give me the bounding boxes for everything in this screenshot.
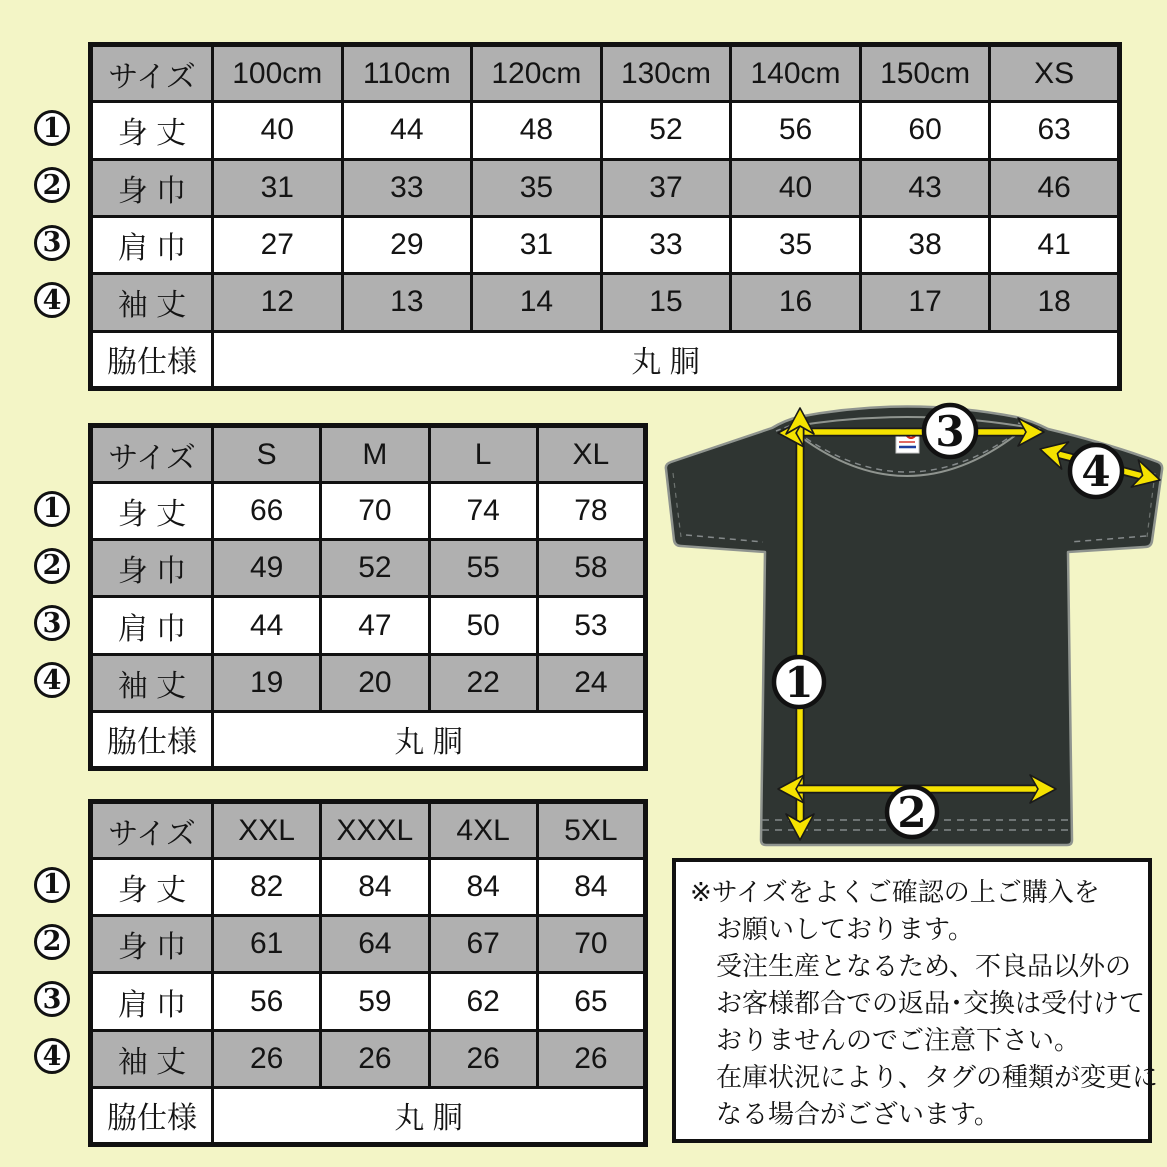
- size-value: 35: [472, 159, 602, 216]
- size-table: [88, 42, 1122, 391]
- header-cell: 150cm: [860, 45, 990, 102]
- size-value: 44: [342, 102, 472, 159]
- badge-digit: 1: [42, 869, 62, 901]
- size-value: 59: [321, 973, 429, 1030]
- size-value: 49: [213, 540, 321, 597]
- size-value: 41: [990, 216, 1120, 273]
- size-value: 74: [429, 483, 537, 540]
- size-value: 63: [990, 102, 1120, 159]
- header-cell: 5XL: [537, 802, 645, 859]
- size-value: 26: [321, 1030, 429, 1087]
- badge-digit: 2: [42, 550, 62, 582]
- row-label: 袖 丈: [91, 274, 213, 331]
- header-cell: L: [429, 426, 537, 483]
- footer-label: 脇仕様: [91, 711, 213, 768]
- row-label: 身 丈: [91, 483, 213, 540]
- size-value: 58: [537, 540, 645, 597]
- row-label: 袖 丈: [91, 654, 213, 711]
- size-table-kids: [88, 42, 1122, 386]
- header-cell: XL: [537, 426, 645, 483]
- measure-index-badge-3: [34, 225, 70, 261]
- size-value: 35: [731, 216, 861, 273]
- size-value: 27: [213, 216, 343, 273]
- row-label: 肩 巾: [91, 216, 213, 273]
- diagram-badge-4-digit: 4: [1081, 447, 1111, 496]
- size-table: [88, 799, 648, 1147]
- notice-line: ※サイズをよくご確認の上ご購入を: [690, 877, 1100, 907]
- size-value: 84: [429, 859, 537, 916]
- size-value: 37: [601, 159, 731, 216]
- notice-line: おりませんのでご注意下さい。: [716, 1025, 1081, 1055]
- notice-line: 受注生産となるため、不良品以外の: [716, 951, 1131, 981]
- size-value: 46: [990, 159, 1120, 216]
- measure-index-badge-4: [34, 662, 70, 698]
- size-value: 17: [860, 274, 990, 331]
- measure-index-badge-1: [34, 867, 70, 903]
- size-value: 53: [537, 597, 645, 654]
- size-value: 19: [213, 654, 321, 711]
- size-value: 43: [860, 159, 990, 216]
- header-cell: サイズ: [91, 45, 213, 102]
- header-cell: XXXL: [321, 802, 429, 859]
- row-label: 肩 巾: [91, 597, 213, 654]
- size-value: 26: [537, 1030, 645, 1087]
- size-value: 31: [472, 216, 602, 273]
- row-label: 身 巾: [91, 916, 213, 973]
- size-value: 70: [537, 916, 645, 973]
- size-value: 33: [342, 159, 472, 216]
- size-value: 44: [213, 597, 321, 654]
- size-value: 26: [429, 1030, 537, 1087]
- header-cell: 100cm: [213, 45, 343, 102]
- size-value: 14: [472, 274, 602, 331]
- size-value: 20: [321, 654, 429, 711]
- row-label: 身 巾: [91, 540, 213, 597]
- row-label: 身 丈: [91, 859, 213, 916]
- notice-line: お願いしております。: [716, 914, 974, 944]
- size-value: 78: [537, 483, 645, 540]
- size-value: 26: [213, 1030, 321, 1087]
- header-cell: 140cm: [731, 45, 861, 102]
- size-value: 55: [429, 540, 537, 597]
- size-value: 62: [429, 973, 537, 1030]
- footer-value: 丸 胴: [213, 711, 646, 768]
- notice-text: [690, 874, 1159, 1133]
- size-value: 13: [342, 274, 472, 331]
- size-table-adult: [88, 423, 648, 766]
- row-label: 身 巾: [91, 159, 213, 216]
- size-value: 50: [429, 597, 537, 654]
- size-value: 12: [213, 274, 343, 331]
- badge-digit: 3: [42, 607, 62, 639]
- row-label: 身 丈: [91, 102, 213, 159]
- measure-index-badge-4: [34, 282, 70, 318]
- measure-index-badge-1: [34, 110, 70, 146]
- size-value: 38: [860, 216, 990, 273]
- size-value: 60: [860, 102, 990, 159]
- row-label: 袖 丈: [91, 1030, 213, 1087]
- size-value: 64: [321, 916, 429, 973]
- measure-index-badge-1: [34, 491, 70, 527]
- diagram-badge-1-digit: 1: [784, 658, 814, 707]
- badge-digit: 2: [42, 169, 62, 201]
- size-table-big: [88, 799, 648, 1142]
- header-cell: 120cm: [472, 45, 602, 102]
- size-value: 84: [321, 859, 429, 916]
- header-cell: サイズ: [91, 802, 213, 859]
- header-cell: 4XL: [429, 802, 537, 859]
- header-cell: XXL: [213, 802, 321, 859]
- footer-label: 脇仕様: [91, 1087, 213, 1144]
- header-cell: S: [213, 426, 321, 483]
- measure-index-badge-2: [34, 548, 70, 584]
- size-value: 61: [213, 916, 321, 973]
- notice-box: [672, 858, 1159, 1143]
- measure-index-badge-4: [34, 1038, 70, 1074]
- size-value: 29: [342, 216, 472, 273]
- size-value: 56: [213, 973, 321, 1030]
- size-value: 40: [731, 159, 861, 216]
- size-value: 16: [731, 274, 861, 331]
- diagram-badge-2-digit: 2: [897, 788, 927, 837]
- size-value: 52: [601, 102, 731, 159]
- size-value: 18: [990, 274, 1120, 331]
- size-value: 70: [321, 483, 429, 540]
- notice-line: なる場合がございます。: [716, 1099, 1000, 1129]
- footer-value: 丸 胴: [213, 1087, 646, 1144]
- size-value: 15: [601, 274, 731, 331]
- measure-index-badge-2: [34, 924, 70, 960]
- measure-index-badge-3: [34, 981, 70, 1017]
- size-value: 65: [537, 973, 645, 1030]
- measure-index-badge-2: [34, 167, 70, 203]
- size-value: 22: [429, 654, 537, 711]
- header-cell: M: [321, 426, 429, 483]
- header-cell: 130cm: [601, 45, 731, 102]
- badge-digit: 4: [42, 664, 62, 696]
- size-value: 48: [472, 102, 602, 159]
- header-cell: XS: [990, 45, 1120, 102]
- header-cell: 110cm: [342, 45, 472, 102]
- size-value: 56: [731, 102, 861, 159]
- badge-digit: 3: [42, 983, 62, 1015]
- size-value: 52: [321, 540, 429, 597]
- size-value: 82: [213, 859, 321, 916]
- footer-value: 丸 胴: [213, 331, 1120, 388]
- badge-digit: 3: [42, 227, 62, 259]
- badge-digit: 4: [42, 284, 62, 316]
- size-value: 31: [213, 159, 343, 216]
- notice-line: お客様都合での返品･交換は受付けて: [716, 988, 1146, 1018]
- size-value: 24: [537, 654, 645, 711]
- size-value: 67: [429, 916, 537, 973]
- measure-index-badge-3: [34, 605, 70, 641]
- badge-digit: 2: [42, 926, 62, 958]
- badge-digit: 1: [42, 493, 62, 525]
- size-value: 40: [213, 102, 343, 159]
- footer-label: 脇仕様: [91, 331, 213, 388]
- size-table: [88, 423, 648, 771]
- size-value: 84: [537, 859, 645, 916]
- tshirt-diagram: [655, 392, 1167, 855]
- size-value: 47: [321, 597, 429, 654]
- size-value: 33: [601, 216, 731, 273]
- badge-digit: 4: [42, 1040, 62, 1072]
- header-cell: サイズ: [91, 426, 213, 483]
- notice-line: 在庫状況により、タグの種類が変更に: [716, 1062, 1159, 1092]
- badge-digit: 1: [42, 112, 62, 144]
- diagram-badge-3-digit: 3: [935, 407, 965, 456]
- size-value: 66: [213, 483, 321, 540]
- row-label: 肩 巾: [91, 973, 213, 1030]
